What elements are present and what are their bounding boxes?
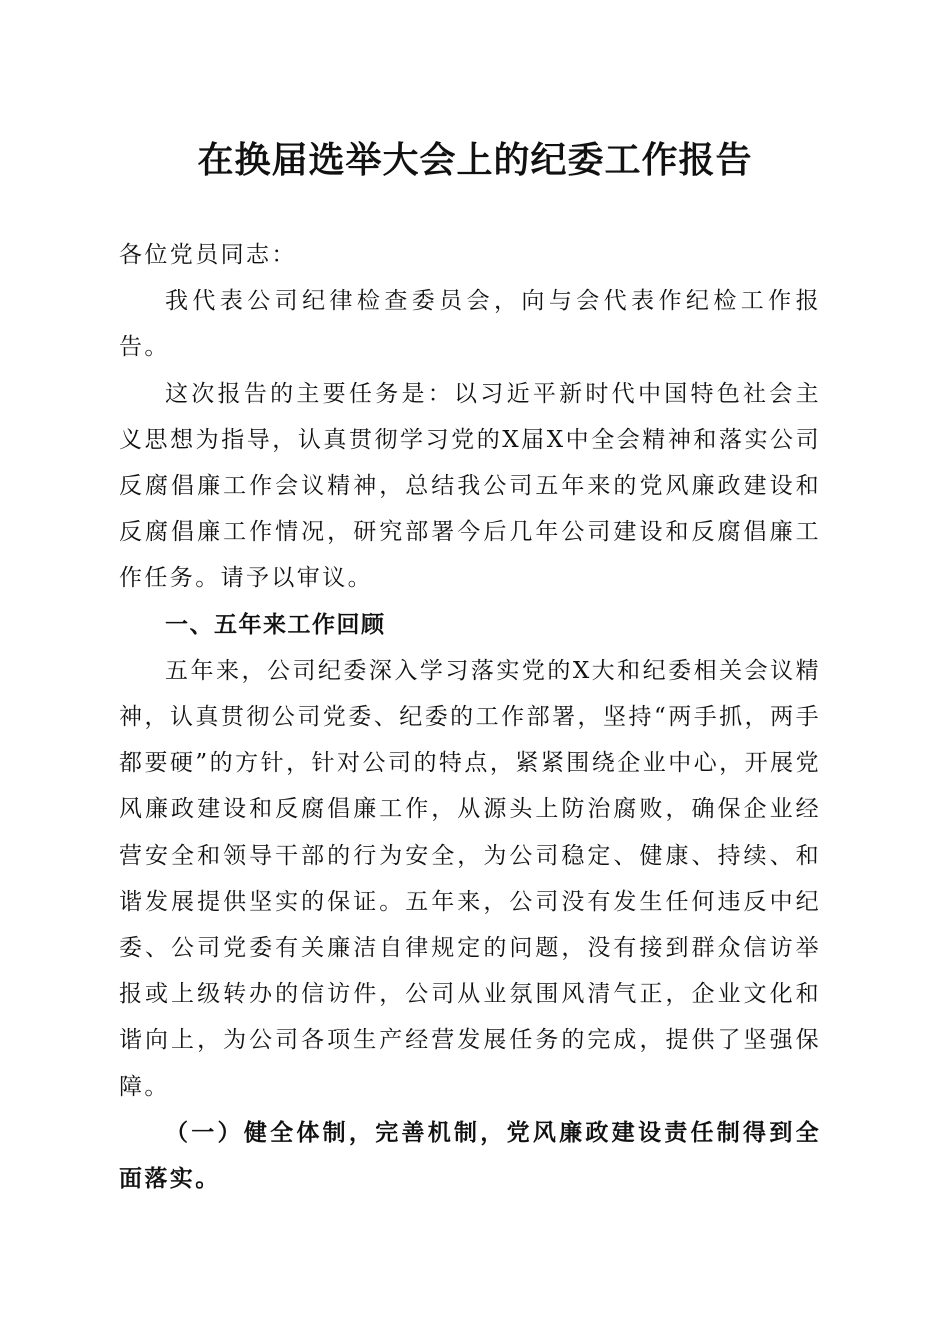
paragraph-task: 这次报告的主要任务是：以习近平新时代中国特色社会主义思想为指导，认真贯彻学习党的X届X中全会精神和落实公司反腐倡廉工作会议精神，总结我公司五年来的党风廉政建设和反腐倡廉工作情况，研究部署今后几年公司建设和反腐倡廉工作任务。请予以审议。 — [119, 380, 821, 592]
document-body — [119, 232, 821, 1202]
salutation: 各位党员同志： — [119, 242, 297, 268]
paragraph-intro: 我代表公司纪律检查委员会，向与会代表作纪检工作报告。 — [119, 288, 821, 361]
subsection-heading: （一）健全体制，完善机制，党风廉政建设责任制得到全面落实。 — [119, 1118, 821, 1193]
document-title: 在换届选举大会上的纪委工作报告 — [197, 139, 753, 181]
section-heading: 一、五年来工作回顾 — [165, 611, 386, 638]
paragraph-review: 五年来，公司纪委深入学习落实党的X大和纪委相关会议精神，认真贯彻公司党委、纪委的工作部署，坚持“两手抓，两手都要硬”的方针，针对公司的特点，紧紧围绕企业中心，开展党风廉政建设和反腐倡廉工作，从源头上防治腐败，确保企业经营安全和领导干部的行为安全，为公司稳定、健康、持续、和谐发展提供坚实的保证。五年来，公司没有发生任何违反中纪委、公司党委有关廉洁自律规定的问题，没有接到群众信访举报或上级转办的信访件，公司从业氛围风清气正，企业文化和谐向上，为公司各项生产经营发展任务的完成，提供了坚强保障。 — [119, 657, 821, 1100]
